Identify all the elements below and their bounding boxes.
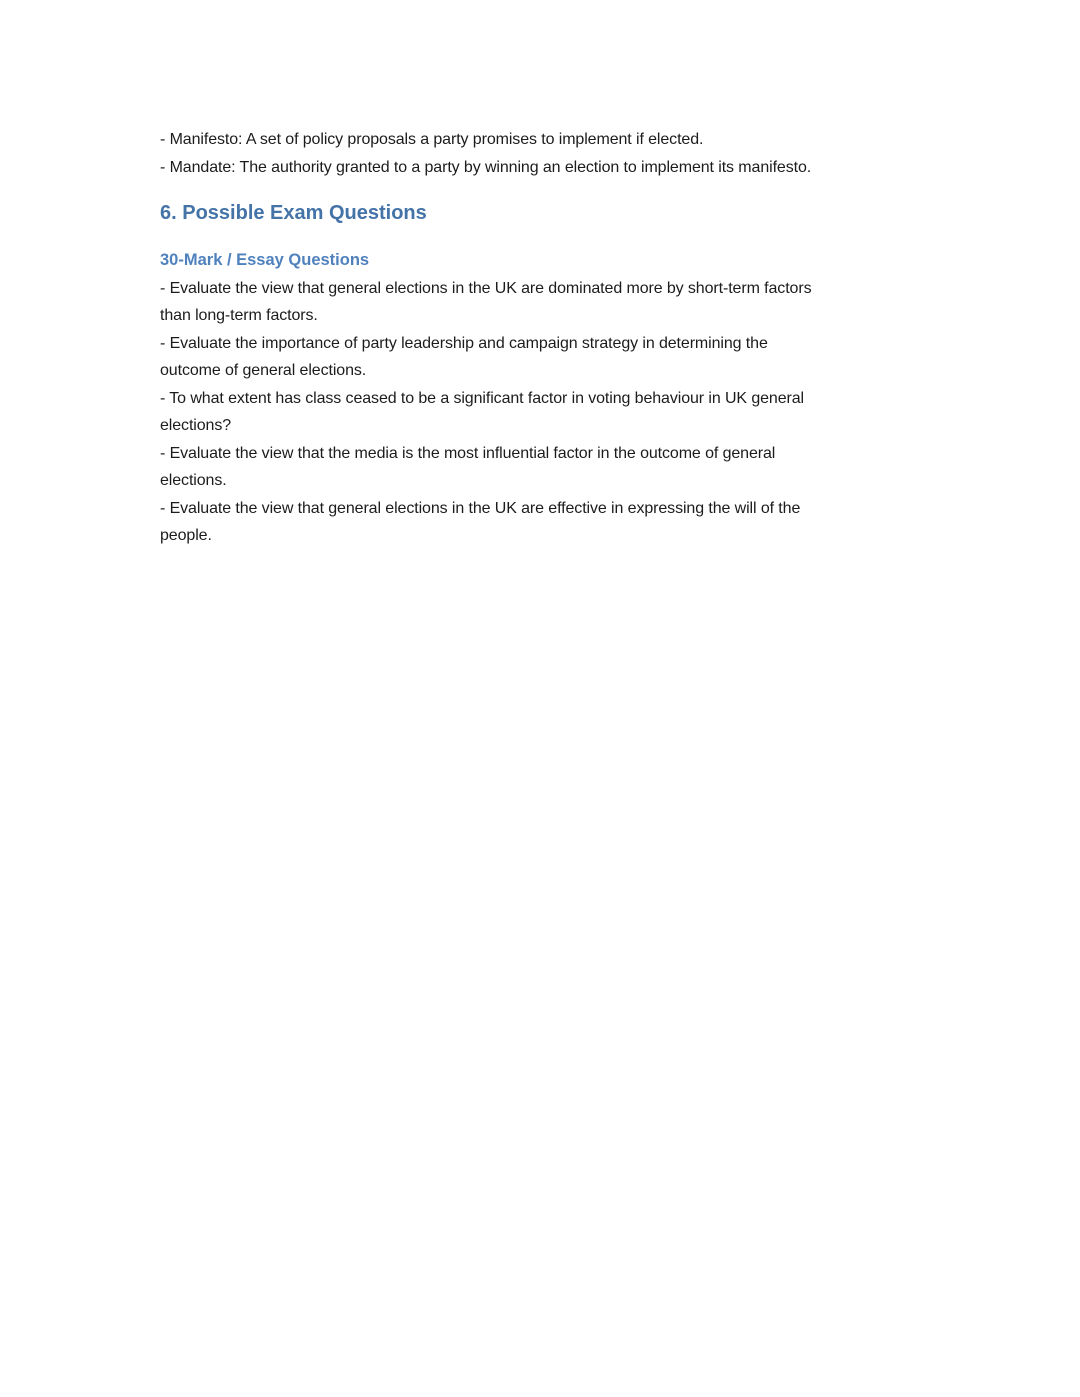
question-line: - Evaluate the importance of party leadership and campaign strategy in determining the: [160, 334, 768, 352]
definition-mandate: - Mandate: The authority granted to a party by winning an election to implement its manifesto.: [160, 158, 812, 176]
section-heading: 6. Possible Exam Questions: [160, 202, 427, 224]
question-line: - To what extent has class ceased to be a significant factor in voting behaviour in UK general: [160, 389, 805, 407]
question-line: - Evaluate the view that general elections in the UK are effective in expressing the will of the: [160, 499, 801, 517]
question-line: people.: [160, 527, 212, 544]
question-line: elections?: [160, 417, 232, 434]
question-line: - Evaluate the view that the media is the most influential factor in the outcome of general: [160, 444, 776, 462]
subsection-heading: 30-Mark / Essay Questions: [160, 251, 370, 269]
question-line: than long-term factors.: [160, 307, 318, 324]
definition-manifesto: - Manifesto: A set of policy proposals a party promises to implement if elected.: [160, 131, 704, 148]
page-content: [160, 126, 960, 550]
question-list: [160, 275, 960, 550]
question-line: elections.: [160, 472, 227, 489]
question-line: outcome of general elections.: [160, 362, 367, 379]
question-line: - Evaluate the view that general elections in the UK are dominated more by short-term factors: [160, 279, 812, 297]
